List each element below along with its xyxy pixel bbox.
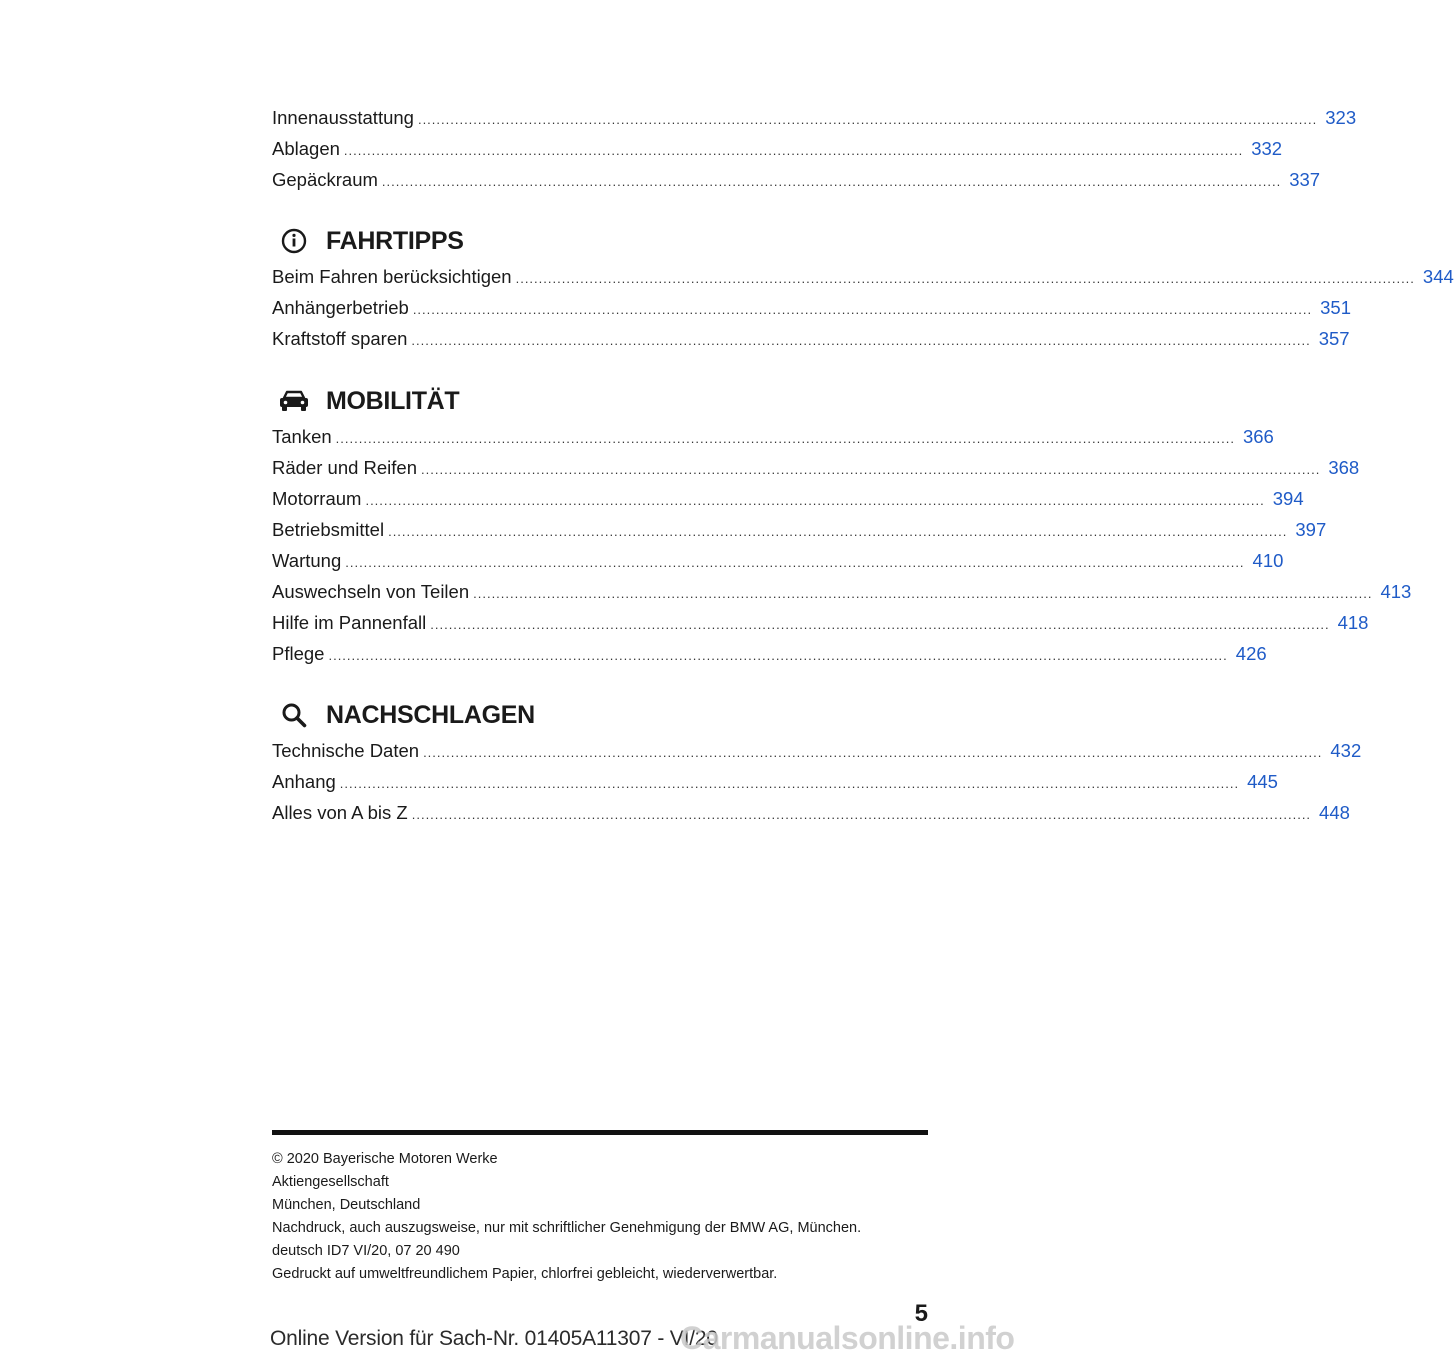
toc-entry-page[interactable]: 432 bbox=[1330, 740, 1362, 761]
dot-leader bbox=[421, 455, 1320, 485]
section-heading-fahrtipps bbox=[272, 221, 928, 261]
dot-leader bbox=[516, 264, 1415, 294]
dot-leader bbox=[365, 486, 1264, 516]
toc-entry-page[interactable]: 337 bbox=[1289, 169, 1321, 190]
dot-leader bbox=[473, 579, 1372, 609]
toc-entry-label: Anhängerbetrieb bbox=[272, 297, 409, 318]
page-number: 5 bbox=[914, 1300, 928, 1327]
toc-entry[interactable] bbox=[272, 608, 1369, 638]
info-icon bbox=[274, 221, 314, 261]
toc-entry-label: Motorraum bbox=[272, 488, 362, 509]
dot-leader bbox=[388, 517, 1287, 547]
imprint-line: Gedruckt auf umweltfreundlichem Papier, chlorfrei gebleicht, wiederverwertbar. bbox=[272, 1266, 778, 1282]
car-icon bbox=[274, 381, 314, 421]
toc-entry-label: Anhang bbox=[272, 771, 336, 792]
toc-entry-label: Betriebsmittel bbox=[272, 519, 385, 540]
online-version-footer: Online Version für Sach-Nr. 01405A11307 - VI/20 bbox=[270, 1327, 718, 1350]
toc-entry-page[interactable]: 351 bbox=[1320, 297, 1351, 318]
toc-entry-label: Innenausstattung bbox=[272, 107, 414, 128]
toc-entry-label: Ablagen bbox=[272, 138, 340, 159]
toc-entry[interactable] bbox=[272, 546, 1284, 576]
imprint-line: Nachdruck, auch auszugsweise, nur mit schriftlicher Genehmigung der BMW AG, München. bbox=[272, 1220, 862, 1236]
toc-entry[interactable] bbox=[272, 767, 1278, 797]
toc-entry-label: Hilfe im Pannenfall bbox=[272, 612, 427, 633]
search-icon bbox=[274, 695, 314, 735]
toc-entry-page[interactable]: 357 bbox=[1318, 328, 1350, 349]
dot-leader bbox=[328, 641, 1227, 671]
dot-leader bbox=[423, 738, 1322, 768]
toc-entry[interactable] bbox=[272, 577, 1412, 607]
toc-entry[interactable] bbox=[272, 324, 1350, 354]
dot-leader bbox=[345, 548, 1244, 578]
imprint-divider bbox=[272, 1130, 928, 1135]
toc-entry-label: Gepäckraum bbox=[272, 169, 378, 190]
toc-entry[interactable] bbox=[272, 134, 1283, 164]
toc-entry-page[interactable]: 368 bbox=[1328, 457, 1360, 478]
toc-entry-page[interactable]: 397 bbox=[1295, 519, 1327, 540]
toc-entry[interactable] bbox=[272, 422, 1274, 452]
imprint-line: deutsch ID7 VI/20, 07 20 490 bbox=[272, 1243, 460, 1259]
toc-entry-page[interactable]: 410 bbox=[1252, 550, 1284, 571]
section-title: NACHSCHLAGEN bbox=[326, 700, 535, 729]
toc-entry-label: Pflege bbox=[272, 643, 325, 664]
section-title: FAHRTIPPS bbox=[326, 226, 464, 255]
imprint bbox=[272, 1148, 928, 1286]
toc-entry[interactable] bbox=[272, 453, 1360, 483]
toc-entry-page[interactable]: 448 bbox=[1319, 802, 1350, 823]
toc-entry[interactable] bbox=[272, 484, 1304, 514]
toc-entry-label: Beim Fahren berücksichtigen bbox=[272, 266, 512, 287]
dot-leader bbox=[336, 424, 1235, 454]
imprint-line: Aktiengesellschaft bbox=[272, 1174, 389, 1190]
toc-entry[interactable] bbox=[272, 262, 1454, 292]
toc-entry[interactable] bbox=[272, 293, 1351, 323]
section-heading-nachschlagen bbox=[272, 695, 928, 735]
toc-entry-page[interactable]: 418 bbox=[1337, 612, 1369, 633]
toc-entry-label: Alles von A bis Z bbox=[272, 802, 408, 823]
dot-leader bbox=[412, 800, 1311, 830]
section-title: MOBILITÄT bbox=[326, 386, 460, 415]
toc-entry-label: Auswechseln von Teilen bbox=[272, 581, 470, 602]
toc-entry-page[interactable]: 394 bbox=[1272, 488, 1304, 509]
toc-entry[interactable] bbox=[272, 639, 1267, 669]
dot-leader bbox=[413, 295, 1312, 325]
dot-leader bbox=[340, 769, 1239, 799]
dot-leader bbox=[411, 326, 1310, 356]
dot-leader bbox=[418, 105, 1317, 135]
toc-entry-page[interactable]: 366 bbox=[1242, 426, 1274, 447]
toc-entry-page[interactable]: 426 bbox=[1235, 643, 1267, 664]
toc-entry-page[interactable]: 344 bbox=[1422, 266, 1454, 287]
toc-entry-page[interactable]: 323 bbox=[1325, 107, 1357, 128]
imprint-line: © 2020 Bayerische Motoren Werke bbox=[272, 1151, 498, 1167]
site-watermark: Carmanualsonline.info bbox=[680, 1320, 1015, 1356]
toc-entry[interactable] bbox=[272, 103, 1357, 133]
toc-entry-label: Kraftstoff sparen bbox=[272, 328, 408, 349]
toc-entry[interactable] bbox=[272, 515, 1327, 545]
toc-entry-page[interactable]: 445 bbox=[1247, 771, 1278, 792]
toc-entry[interactable] bbox=[272, 165, 1321, 195]
toc-entry-label: Räder und Reifen bbox=[272, 457, 418, 478]
toc-entry-label: Technische Daten bbox=[272, 740, 420, 761]
toc-entry-page[interactable]: 413 bbox=[1380, 581, 1412, 602]
toc-entry-page[interactable]: 332 bbox=[1251, 138, 1283, 159]
toc-entry[interactable] bbox=[272, 798, 1350, 828]
section-heading-mobilitaet bbox=[272, 381, 928, 421]
toc-entry[interactable] bbox=[272, 736, 1362, 766]
toc-entry-label: Wartung bbox=[272, 550, 342, 571]
dot-leader bbox=[344, 136, 1243, 166]
dot-leader bbox=[382, 167, 1281, 197]
toc-entry-label: Tanken bbox=[272, 426, 332, 447]
dot-leader bbox=[430, 610, 1329, 640]
imprint-line: München, Deutschland bbox=[272, 1197, 421, 1213]
